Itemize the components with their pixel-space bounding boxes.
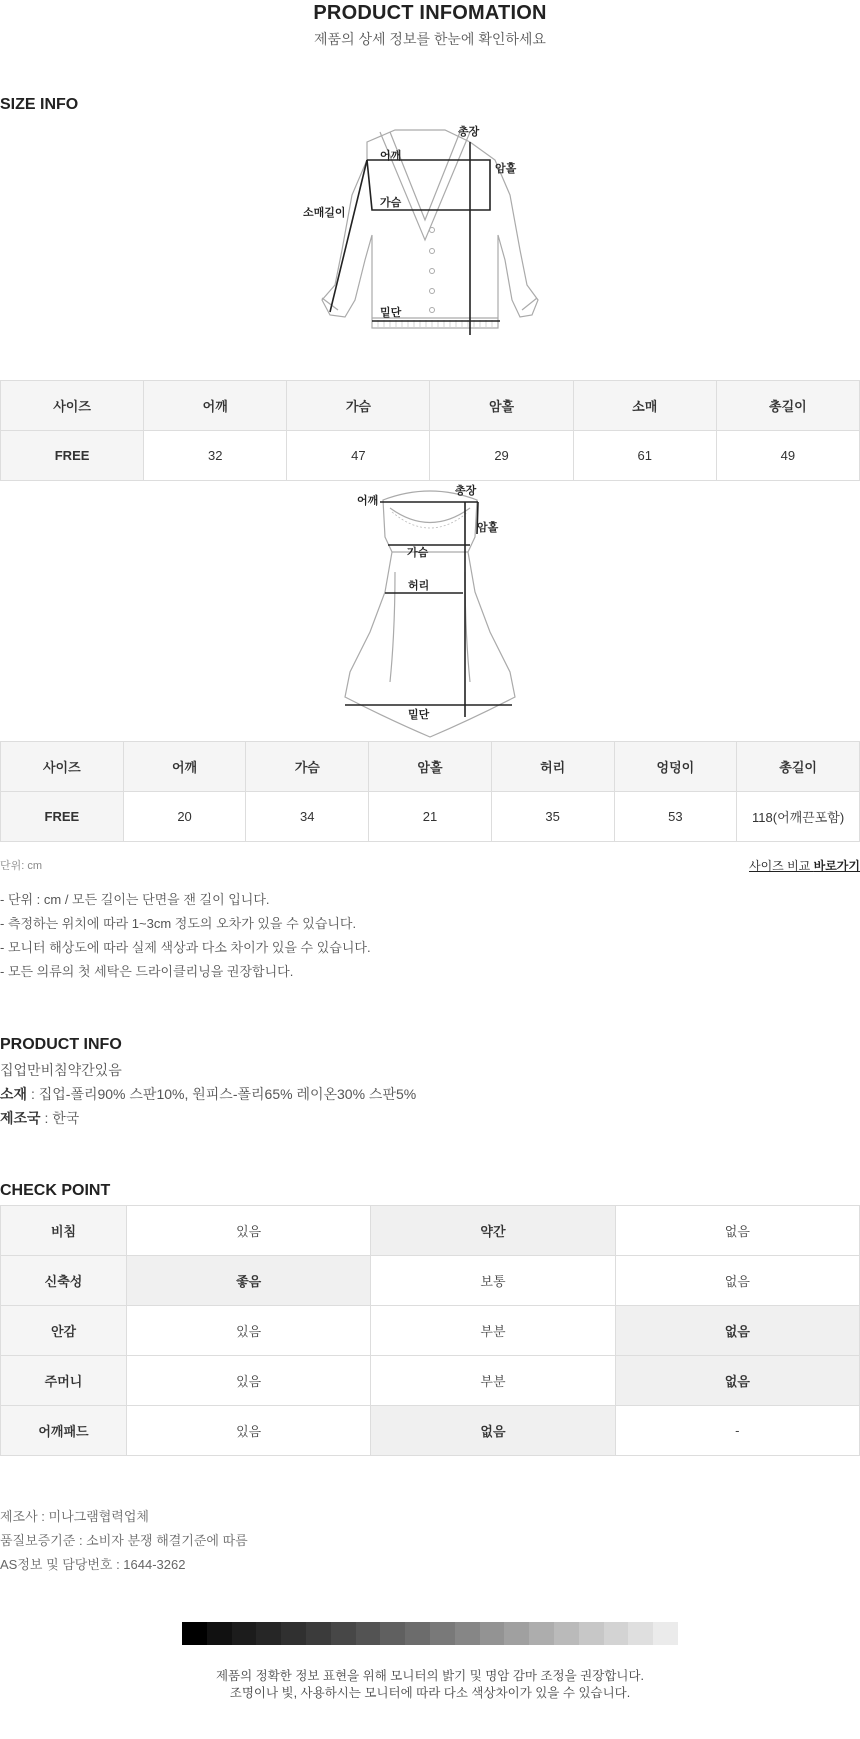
table-cell: 32: [144, 431, 287, 481]
dress-label-total: 총장: [455, 485, 477, 497]
size-compare-link-bold: 바로가기: [813, 859, 860, 873]
check-option-selected: 없음: [615, 1306, 859, 1356]
table-header-cell: 사이즈: [1, 742, 124, 792]
check-option-selected: 없음: [615, 1356, 859, 1406]
table-header-cell: 어깨: [144, 381, 287, 431]
grayscale-swatch: [256, 1622, 281, 1645]
check-option-selected: 없음: [371, 1406, 615, 1456]
product-info-title: PRODUCT INFO: [0, 1036, 122, 1053]
check-option: 부분: [371, 1306, 615, 1356]
table-header-cell: 총길이: [737, 742, 860, 792]
disclaimer-line: 조명이나 빛, 사용하시는 모니터에 따라 다소 색상차이가 있을 수 있습니다.: [229, 1686, 631, 1700]
grayscale-swatch: [207, 1622, 232, 1645]
cardigan-label-chest: 가슴: [380, 197, 402, 209]
check-row: [1, 1306, 860, 1356]
footer-info: [0, 1505, 248, 1577]
table-header-cell: 어깨: [123, 742, 246, 792]
cardigan-label-hem: 밑단: [380, 307, 402, 319]
table-cell: 61: [573, 431, 716, 481]
grayscale-swatch: [306, 1622, 331, 1645]
check-row-label: 안감: [1, 1306, 127, 1356]
notes-list: [0, 888, 371, 984]
grayscale-swatch-bar: [182, 1622, 678, 1645]
grayscale-swatch: [529, 1622, 554, 1645]
table-cell: 20: [123, 792, 246, 842]
table-cell: 53: [614, 792, 737, 842]
check-point-table: [0, 1205, 860, 1456]
grayscale-swatch: [455, 1622, 480, 1645]
table-row: [1, 431, 860, 481]
dress-label-hem: 밑단: [408, 709, 430, 721]
table-header-cell: 엉덩이: [614, 742, 737, 792]
size-info-title: SIZE INFO: [0, 96, 79, 113]
grayscale-swatch: [380, 1622, 405, 1645]
grayscale-swatch: [554, 1622, 579, 1645]
cardigan-label-shoulder: 어깨: [380, 150, 402, 162]
dress-label-shoulder: 어깨: [357, 495, 379, 507]
dress-label-waist: 허리: [408, 580, 430, 592]
check-option: 없음: [615, 1206, 859, 1256]
note-item: - 단위 : cm / 모든 길이는 단면을 잰 길이 입니다.: [0, 892, 270, 907]
check-row-label: 비침: [1, 1206, 127, 1256]
grayscale-swatch: [281, 1622, 306, 1645]
page-subtitle: 제품의 상세 정보를 한눈에 확인하세요: [314, 31, 546, 47]
table-cell: 49: [716, 431, 859, 481]
material-label: 소재: [0, 1086, 28, 1102]
check-row-label: 주머니: [1, 1356, 127, 1406]
grayscale-swatch: [356, 1622, 381, 1645]
grayscale-swatch: [182, 1622, 207, 1645]
cardigan-illustration: [0, 120, 860, 376]
check-option-selected: 약간: [371, 1206, 615, 1256]
cardigan-diagram: [0, 120, 860, 376]
grayscale-swatch: [504, 1622, 529, 1645]
grayscale-swatch: [653, 1622, 678, 1645]
table-cell: 21: [369, 792, 492, 842]
monitor-disclaimer: [0, 1668, 860, 1702]
note-item: - 모니터 해상도에 따라 실제 색상과 다소 차이가 있을 수 있습니다.: [0, 940, 371, 955]
grayscale-swatch: [232, 1622, 257, 1645]
table-cell-size: FREE: [1, 792, 124, 842]
table-header-cell: 암홀: [430, 381, 573, 431]
check-option: 없음: [615, 1256, 859, 1306]
check-option: 있음: [127, 1206, 371, 1256]
table-header-row: [1, 381, 860, 431]
maker-line: 제조사 : 미나그램협력업체: [0, 1509, 149, 1524]
table-header-row: [1, 742, 860, 792]
material-line: [0, 1082, 416, 1106]
grayscale-swatch: [579, 1622, 604, 1645]
product-info-line: 집업만비침약간있음: [0, 1062, 122, 1078]
check-option: 있음: [127, 1356, 371, 1406]
page-header: [0, 0, 860, 49]
check-option-selected: 좋음: [127, 1256, 371, 1306]
dress-size-table: [0, 741, 860, 842]
unit-row: [0, 857, 860, 874]
table-header-cell: 사이즈: [1, 381, 144, 431]
size-compare-link[interactable]: [749, 857, 860, 874]
table-cell: 29: [430, 431, 573, 481]
check-row: [1, 1256, 860, 1306]
grayscale-swatch: [628, 1622, 653, 1645]
page-title: PRODUCT INFOMATION: [313, 2, 547, 24]
grayscale-swatch: [331, 1622, 356, 1645]
table-header-cell: 가슴: [287, 381, 430, 431]
quality-line: 품질보증기준 : 소비자 분쟁 해결기준에 따름: [0, 1533, 248, 1548]
table-header-cell: 허리: [491, 742, 614, 792]
table-header-cell: 총길이: [716, 381, 859, 431]
grayscale-swatch: [405, 1622, 430, 1645]
origin-value: : 한국: [40, 1110, 80, 1126]
table-cell: 35: [491, 792, 614, 842]
cardigan-label-armhole: 암홀: [495, 163, 517, 175]
check-row: [1, 1356, 860, 1406]
material-value: : 집업-폴리90% 스판10%, 원피스-폴리65% 레이온30% 스판5%: [27, 1086, 417, 1102]
check-row: [1, 1406, 860, 1456]
cardigan-label-total: 총장: [458, 126, 480, 138]
product-info-body: [0, 1058, 416, 1130]
check-option: 보통: [371, 1256, 615, 1306]
dress-illustration: [0, 482, 860, 740]
table-cell: 118(어깨끈포함): [737, 792, 860, 842]
table-header-cell: 가슴: [246, 742, 369, 792]
check-option: 있음: [127, 1406, 371, 1456]
check-point-title: CHECK POINT: [0, 1182, 111, 1199]
grayscale-swatch: [604, 1622, 629, 1645]
check-row: [1, 1206, 860, 1256]
table-header-cell: 소매: [573, 381, 716, 431]
note-item: - 모든 의류의 첫 세탁은 드라이클리닝을 권장합니다.: [0, 964, 294, 979]
dress-label-chest: 가슴: [407, 547, 429, 559]
check-row-label: 신축성: [1, 1256, 127, 1306]
grayscale-swatch: [430, 1622, 455, 1645]
check-option: -: [615, 1406, 859, 1456]
table-row: [1, 792, 860, 842]
grayscale-swatch: [480, 1622, 505, 1645]
table-cell-size: FREE: [1, 431, 144, 481]
table-header-cell: 암홀: [369, 742, 492, 792]
table-cell: 47: [287, 431, 430, 481]
as-info-line: AS정보 및 담당번호 : 1644-3262: [0, 1557, 186, 1572]
origin-line: [0, 1106, 416, 1130]
unit-label: 단위: cm: [0, 860, 43, 872]
cardigan-label-sleeve: 소매길이: [303, 207, 346, 219]
dress-label-armhole: 암홀: [477, 522, 499, 534]
note-item: - 측정하는 위치에 따라 1~3cm 정도의 오차가 있을 수 있습니다.: [0, 916, 357, 931]
disclaimer-line: 제품의 정확한 정보 표현을 위해 모니터의 밝기 및 명암 감마 조정을 권장합니다.: [215, 1669, 645, 1683]
check-row-label: 어깨패드: [1, 1406, 127, 1456]
check-option: 부분: [371, 1356, 615, 1406]
dress-diagram: [0, 482, 860, 740]
cardigan-size-table: [0, 380, 860, 481]
size-compare-link-prefix: 사이즈 비교: [748, 859, 814, 873]
origin-label: 제조국: [0, 1110, 41, 1126]
check-option: 있음: [127, 1306, 371, 1356]
table-cell: 34: [246, 792, 369, 842]
